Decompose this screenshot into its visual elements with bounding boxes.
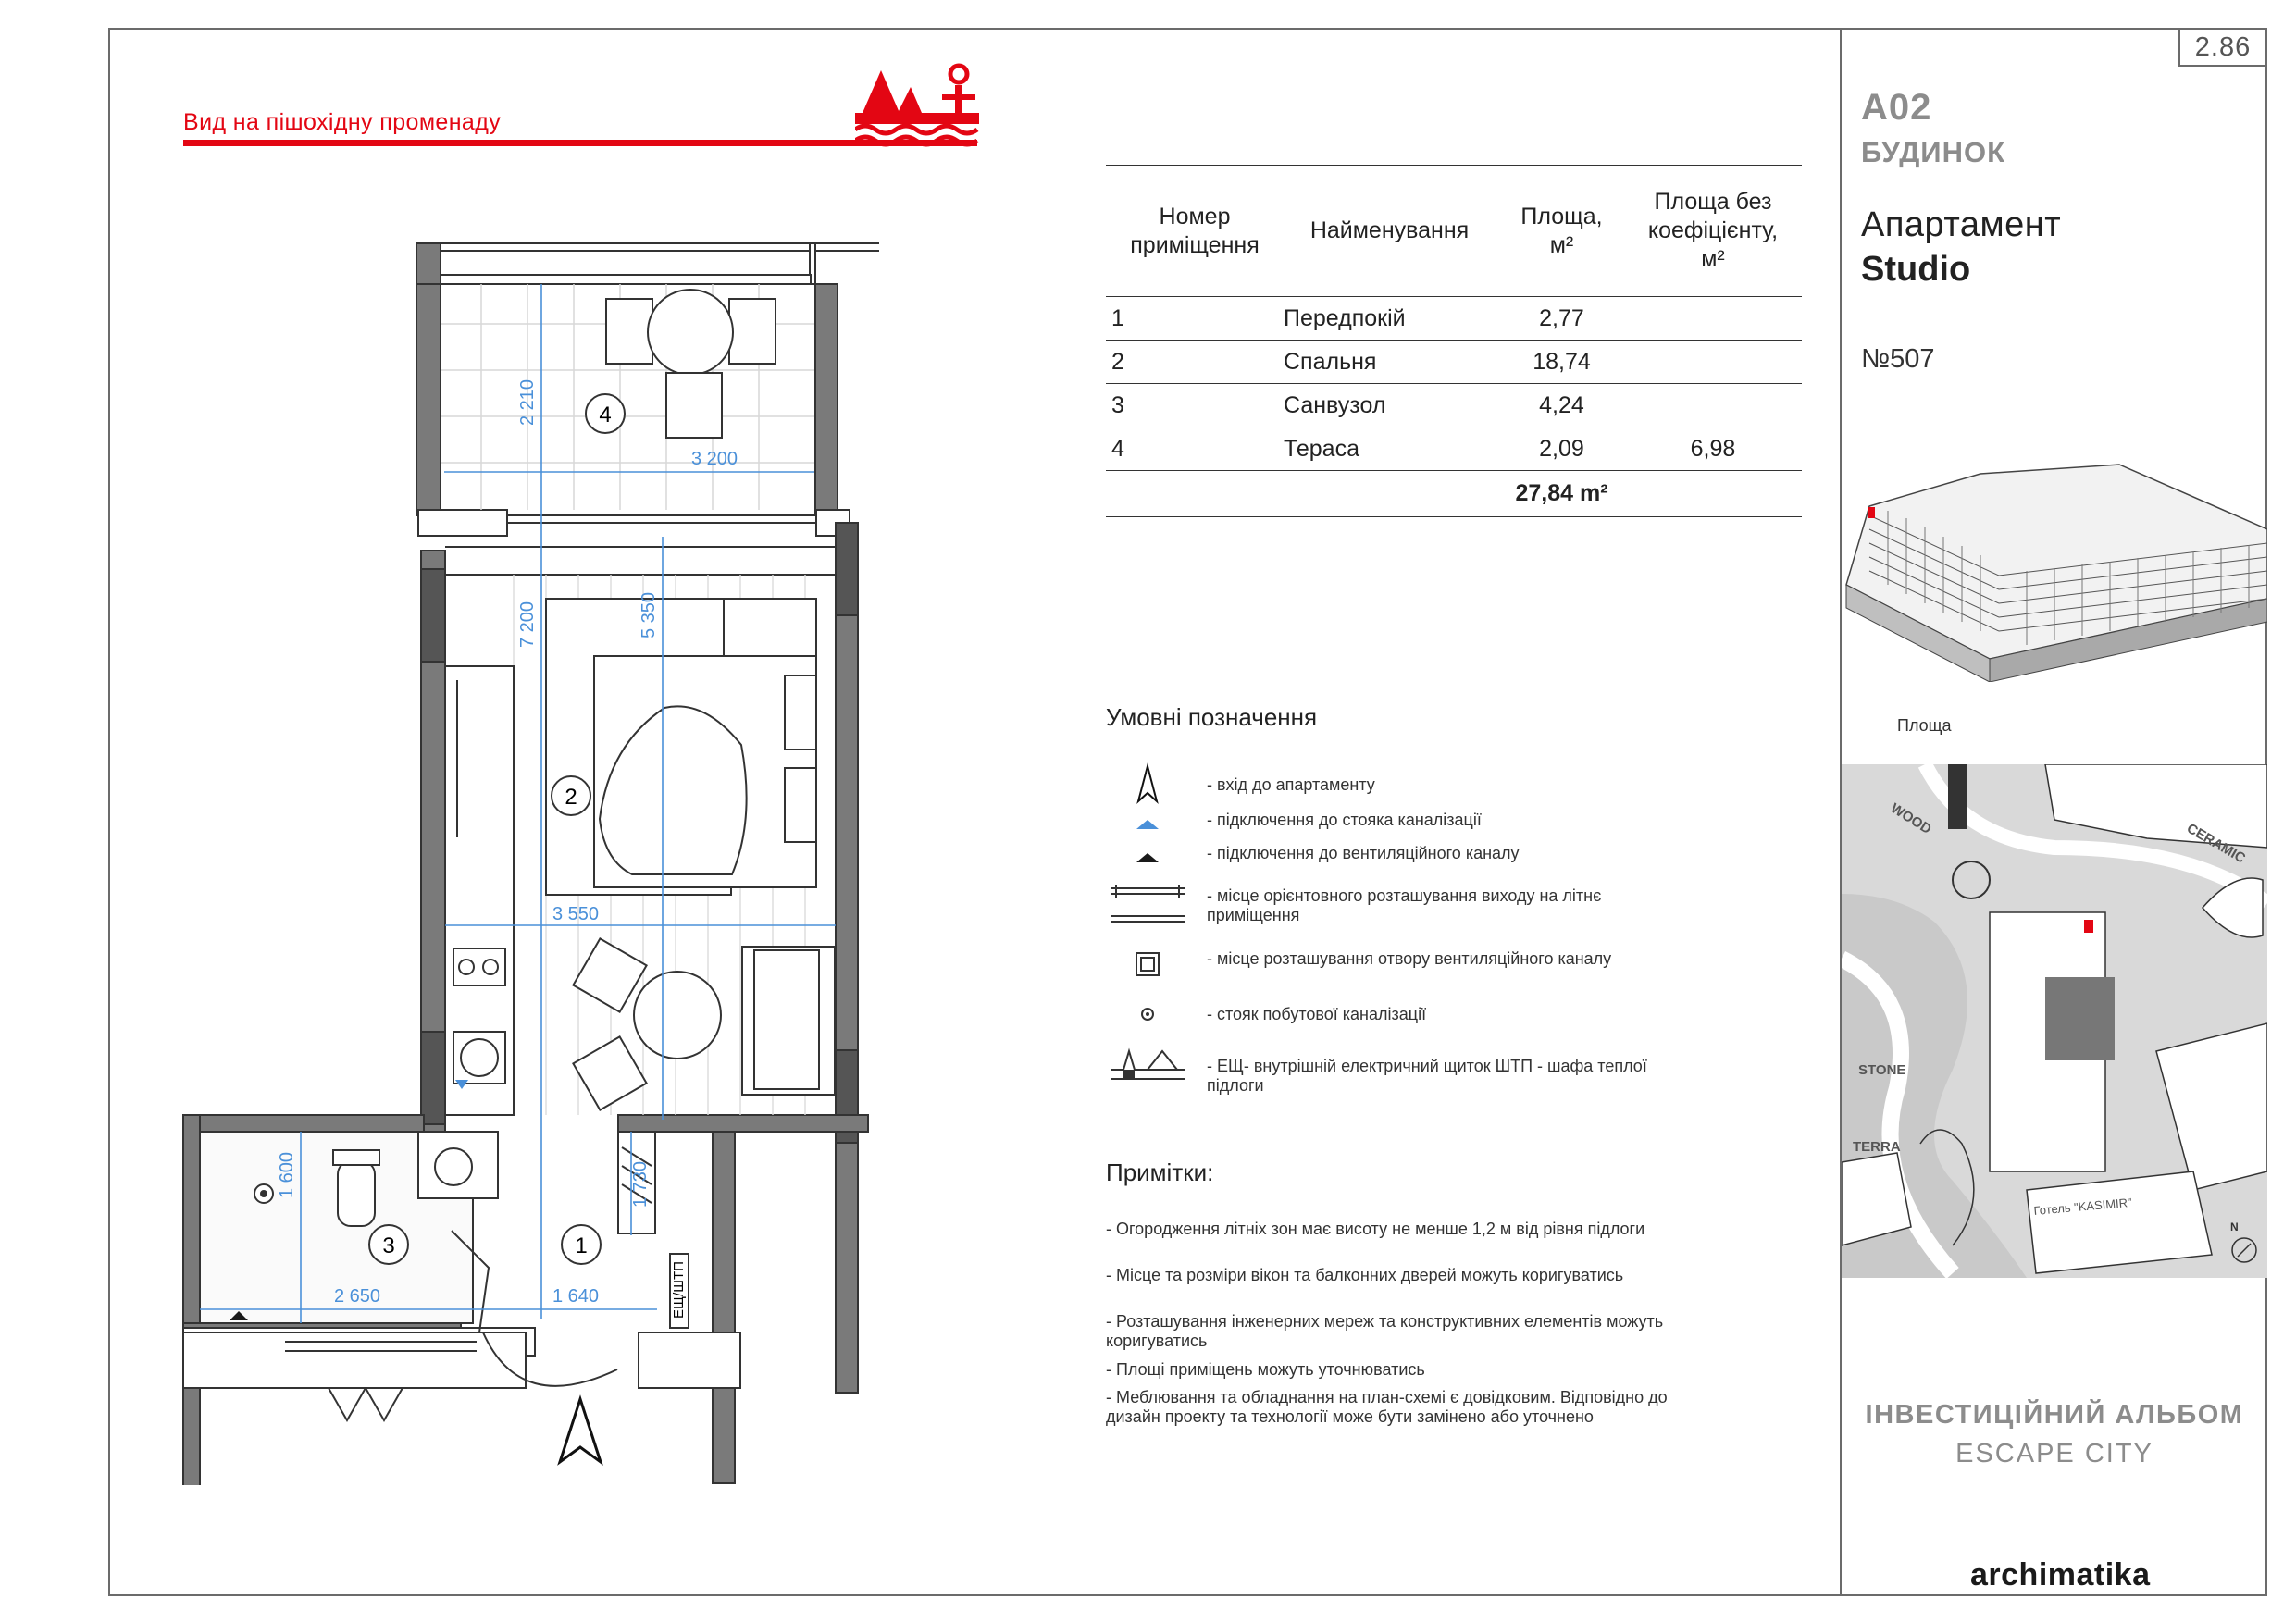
- north-label: N: [2230, 1220, 2239, 1233]
- legend-item-sewer: - підключення до стояка каналізації: [1111, 805, 1666, 851]
- legend-item-entrance: - вхід до апартаменту: [1111, 761, 1666, 807]
- kitchen: [445, 666, 514, 1115]
- sewer-riser-icon: [1111, 1001, 1185, 1047]
- panel-label: ЕЩ/ШТП: [671, 1261, 687, 1319]
- apartment-number: №507: [1861, 344, 1935, 374]
- legend-item-sewer-riser: - стояк побутової каналізації: [1111, 1001, 1666, 1047]
- table-total-row: [1106, 471, 1802, 517]
- legend-item-vent-opening: - місце розташування отвору вентиляційного каналу: [1111, 944, 1666, 990]
- building-code: A02: [1861, 87, 1932, 128]
- site-apartment-highlight: [2084, 920, 2093, 933]
- floor-plan: [176, 236, 879, 1485]
- header-area-no-coef: Площа без коефіцієнту, м²: [1624, 166, 1802, 297]
- table-row: 2 Спальня 18,74: [1106, 341, 1802, 384]
- note-item: - Місце та розміри вікон та балконних дверей можуть коригуватись: [1106, 1266, 1624, 1284]
- note-item: - Площі приміщень можуть уточнюватись: [1106, 1360, 1425, 1379]
- dim-1600: 1 600: [277, 1151, 297, 1199]
- apartment-type: Studio: [1861, 250, 1971, 289]
- note-item: - Розташування інженерних мереж та конструктивних елементів можуть коригуватись: [1106, 1312, 1664, 1350]
- hotel-label: Готель "KASIMIR": [2032, 1195, 2133, 1218]
- street-stone: STONE: [1858, 1062, 1906, 1078]
- room-2-label: 2: [565, 785, 577, 810]
- dim-2210: 2 210: [517, 378, 538, 427]
- view-label: Вид на пішохідну променаду: [183, 109, 502, 135]
- room-3-label: 3: [382, 1233, 395, 1258]
- street-wood: WOOD: [1887, 799, 1934, 838]
- header-name: Найменування: [1282, 166, 1499, 297]
- living-furniture: [573, 938, 835, 1109]
- dim-1640: 1 640: [552, 1286, 600, 1307]
- dim-1730: 1 730: [630, 1160, 651, 1208]
- summer-exit-icon: [1111, 881, 1185, 927]
- entrance-arrow-icon: [1111, 761, 1185, 807]
- vent-connection-icon: [1111, 838, 1185, 885]
- dim-5350: 5 350: [639, 591, 659, 639]
- site-map-drawing: [1842, 764, 2267, 1278]
- legend-item-vent: - підключення до вентиляційного каналу: [1111, 838, 1666, 885]
- vent-opening-icon: [1111, 944, 1185, 990]
- electric-panel-icon: [1111, 1044, 1185, 1090]
- terrace-furniture: [586, 290, 776, 438]
- table-row: 1 Передпокій 2,77: [1106, 297, 1802, 341]
- header-number: Номер приміщення: [1106, 166, 1282, 297]
- street-terra: TERRA: [1853, 1139, 1901, 1155]
- notes-title: Примітки:: [1106, 1158, 1214, 1186]
- street-ceramic: CERAMIC: [2184, 820, 2249, 867]
- legend-title: Умовні позначення: [1106, 703, 1318, 731]
- note-item: - Огородження літніх зон має висоту не менше 1,2 м від рівня підлоги: [1106, 1220, 1645, 1238]
- dim-3550: 3 550: [552, 904, 600, 924]
- room-table-header: [1106, 166, 1802, 297]
- dim-2650: 2 650: [333, 1286, 381, 1307]
- table-row: 4 Тераса 2,09 6,98: [1106, 427, 1802, 471]
- room-4-label: 4: [599, 403, 612, 427]
- header-area: Площа, м²: [1499, 166, 1624, 297]
- building-view: [1842, 427, 2267, 682]
- building-label: БУДИНОК: [1861, 136, 2006, 168]
- legend-item-summer-exit: - місце орієнтовного розташування виходу на літнє приміщення: [1111, 881, 1666, 927]
- bed: [546, 599, 816, 895]
- table-row: 3 Санвузол 4,24: [1106, 384, 1802, 427]
- brand-logo: archimatika: [1970, 1557, 2151, 1592]
- note-item: - Меблювання та обладнання на план-схемі є довідковим. Відповідно до дизайн проекту та технології може бути замінено або уточнено: [1106, 1388, 1668, 1426]
- legend-item-panel: - ЕЩ- внутрішній електричний щиток ШТП - шафа теплої підлоги: [1111, 1044, 1666, 1090]
- album-title: ІНВЕСТИЦІЙНИЙ АЛЬБОМ: [1865, 1400, 2244, 1430]
- dim-3200: 3 200: [690, 449, 738, 469]
- dim-7200: 7 200: [517, 601, 538, 649]
- site-map: [1842, 764, 2267, 1278]
- total-area: 27,84 m²: [1499, 471, 1624, 517]
- room-table: [1106, 165, 1802, 517]
- sheet-number: 2.86: [2178, 28, 2267, 67]
- room-1-label: 1: [575, 1233, 588, 1258]
- apartment-highlight: [1868, 507, 1875, 518]
- entrance-arrow-icon: [560, 1399, 601, 1462]
- promenade-logo-icon: [855, 61, 979, 150]
- album-subtitle: ESCAPE CITY: [1955, 1439, 2153, 1468]
- square-label: Площа: [1897, 716, 1952, 735]
- apartment-label: Апартамент: [1861, 205, 2062, 244]
